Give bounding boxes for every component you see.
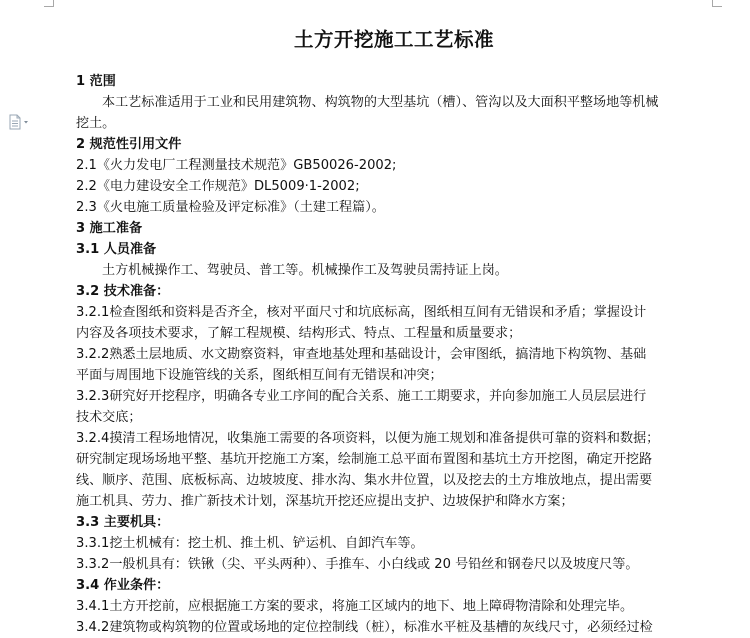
paragraph-line: 3.4.2建筑物或构筑物的位置或场地的定位控制线（桩），标准水平桩及基槽的灰线尺寸，必须经过检 <box>76 620 653 635</box>
paragraph-line: 平面与周围地下设施管线的关系，图纸相互间有无错误和冲突； <box>76 368 443 383</box>
paragraph-line: 土方机械操作工、驾驶员、普工等。机械操作工及驾驶员需持证上岗。 <box>102 263 508 278</box>
paragraph-line: 3.2.3研究好开挖程序，明确各专业工序间的配合关系、施工工期要求，并向参加施工人员层层进行 <box>76 389 647 404</box>
paragraph-line: 挖土。 <box>76 116 116 131</box>
reference-item: 2.2《电力建设安全工作规范》DL5009·1-2002; <box>76 179 360 194</box>
section-heading: 1 范围 <box>76 74 116 89</box>
subsection-heading: 3.3 主要机具： <box>76 515 170 530</box>
paragraph-line: 3.2.4摸清工程场地情况，收集施工需要的各项资料，以便为施工规划和准备提供可靠的资料和数据； <box>76 431 660 446</box>
paragraph-line: 研究制定现场场地平整、基坑开挖施工方案，绘制施工总平面布置图和基坑土方开挖图，确定开挖路 <box>76 452 653 467</box>
subsection-heading: 3.2 技术准备： <box>76 284 170 299</box>
paragraph-line: 3.2.1检查图纸和资料是否齐全，核对平面尺寸和坑底标高，图纸相互间有无错误和矛盾；掌握设计 <box>76 305 647 320</box>
paragraph-line: 本工艺标准适用于工业和民用建筑物、构筑物的大型基坑（槽）、管沟以及大面积平整场地等机械 <box>102 95 659 110</box>
section-heading: 2 规范性引用文件 <box>76 137 182 152</box>
paragraph-line: 施工机具、劳力、推广新技术计划，深基坑开挖还应提出支护、边坡保护和降水方案； <box>76 494 574 509</box>
paragraph-line: 3.3.1挖土机械有：挖土机、推土机、铲运机、自卸汽车等。 <box>76 536 424 551</box>
paragraph-line: 3.2.2熟悉土层地质、水文勘察资料，审查地基处理和基础设计，会审图纸，搞清地下构筑物、基础 <box>76 347 647 362</box>
reference-item: 2.3《火电施工质量检验及评定标准》（土建工程篇）。 <box>76 200 385 215</box>
paragraph-line: 内容及各项技术要求，了解工程规模、结构形式、特点、工程量和质量要求； <box>76 326 522 341</box>
margin-mark-left <box>44 0 54 7</box>
paragraph-line: 3.4.1土方开挖前，应根据施工方案的要求，将施工区域内的地下、地上障碍物清除和处理完毕。 <box>76 599 634 614</box>
margin-mark-right <box>712 0 722 7</box>
paragraph-line: 线、顺序、范围、底板标高、边坡坡度、排水沟、集水井位置，以及挖去的土方堆放地点，提出需要 <box>76 473 653 488</box>
reference-item: 2.1《火力发电厂工程测量技术规范》GB50026-2002; <box>76 158 397 173</box>
subsection-heading: 3.1 人员准备 <box>76 242 157 257</box>
subsection-heading: 3.4 作业条件： <box>76 578 170 593</box>
paragraph-line: 技术交底； <box>76 410 142 425</box>
paragraph-line: 3.3.2一般机具有：铁锹（尖、平头两种）、手推车、小白线或 20 号铅丝和钢卷尺以及坡度尺等。 <box>76 557 639 572</box>
document-icon[interactable] <box>7 114 39 130</box>
section-heading: 3 施工准备 <box>76 221 143 236</box>
page-title: 土方开挖施工工艺标准 <box>293 28 494 51</box>
